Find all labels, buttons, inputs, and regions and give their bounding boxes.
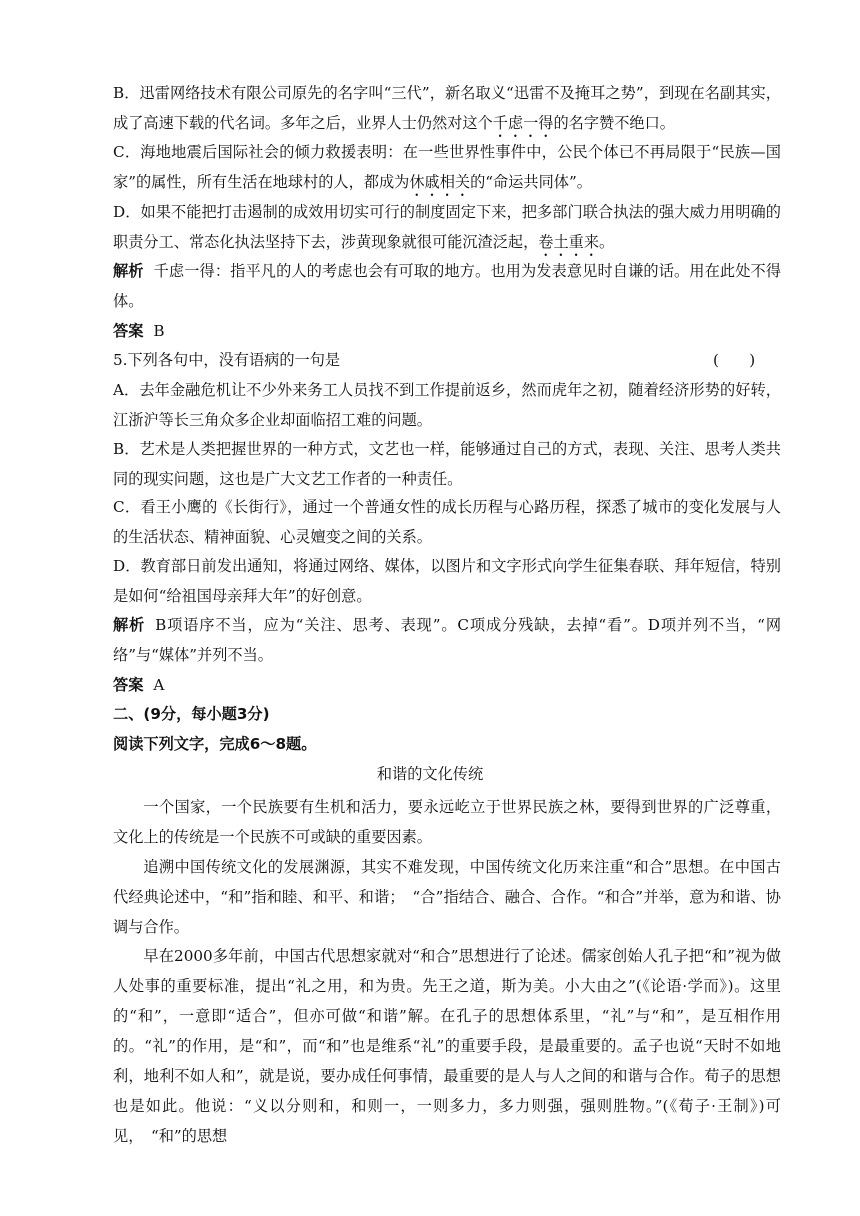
q5-option-a: A．去年金融危机让不少外来务工人员找不到工作提前返乡，然而虎年之初，随着经济形势的好转，江浙沪等长三角众多企业却面临招工难的问题。 [113,381,781,429]
section-heading: 二、(9分，每小题3分) [113,705,270,723]
emphasized-idiom: 卷土重来 [538,233,599,251]
q5-stem: 5.下列各句中，没有语病的一句是 ( ) [113,345,781,375]
q4-option-d: D．如果不能把打击遏制的成效用切实可行的制度固定下来，把多部门联合执法的强大威力用明确的职责分工、常态化执法坚持下去，涉黄现象就很可能沉渣泛起，卷土重来。 [113,203,781,251]
q5-answer: 答案 A [113,676,165,694]
emphasized-idiom: 休戚相关 [409,173,471,191]
article-paragraph: 追溯中国传统文化的发展渊源，其实不难发现，中国传统文化历来注重“和合”思想。在中国古代经典论述中，“和”指和睦、和平、和谐； “合”指结合、融合、合作。“和合”并举，意为和谐、协调与合作。 [113,858,781,936]
q4-option-c: C．海地地震后国际社会的倾力救援表明：在一些世界性事件中，公民个体已不再局限于“民族—国家”的属性，所有生活在地球村的人，都成为休戚相关的“命运共同体”。 [113,143,781,191]
analysis-label: 解析 [113,616,146,634]
article-paragraph: 早在2000多年前，中国古代思想家就对“和合”思想进行了论述。儒家创始人孔子把“和”视为做人处事的重要标准，提出“礼之用，和为贵。先王之道，斯为美。小大由之”(《论语·学而》)。这里的“和”，一意即“适合”，但亦可做“和谐”解。在孔子的思想体系里，“礼”与“和”，是互相作用的。“礼”的作用，是“和”，而“和”也是维系“礼”的重要手段，是最重要的。孟子也说“天时不如地利，地利不如人和”，就是说，要办成任何事情，最重要的是人与人之间的和谐与合作。荀子的思想也是如此。他说：“义以分则和，和则一，一则多力，多力则强，强则胜物。”(《荀子·王制》)可见， “和”的思想 [113,947,781,1145]
answer-label: 答案 [113,676,144,694]
article-title: 和谐的文化传统 [376,765,484,783]
q5-option-d: D．教育部日前发出通知，将通过网络、媒体，以图片和文字形式向学生征集春联、拜年短信，特别是如何“给祖国母亲拜大年”的好创意。 [113,557,781,605]
analysis-label: 解析 [113,262,144,280]
q5-option-c: C．看王小鹰的《长街行》，通过一个普通女性的成长历程与心路历程，探悉了城市的变化发展与人的生活状态、精神面貌、心灵嬗变之间的关系。 [113,498,781,546]
article-paragraph: 一个国家，一个民族要有生机和活力，要永远屹立于世界民族之林，要得到世界的广泛尊重，文化上的传统是一个民族不可或缺的重要因素。 [113,798,781,846]
answer-label: 答案 [113,322,144,340]
q4-option-b: B．迅雷网络技术有限公司原先的名字叫“三代”，新名取义“迅雷不及掩耳之势”，到现在名副其实，成了高速下载的代名词。多年之后，业界人士仍然对这个千虑一得的名字赞不绝口。 [113,84,781,132]
q4-analysis: 解析 千虑一得：指平凡的人的考虑也会有可取的地方。也用为发表意见时自谦的话。用在此处不得体。 [113,262,782,310]
answer-paren: ( ) [713,351,756,369]
q5-analysis: 解析 B项语序不当，应为“关注、思考、表现”。C项成分残缺，去掉“看”。D项并列不当，“网络”与“媒体”并列不当。 [113,616,782,664]
q4-answer: 答案 B [113,322,165,340]
q5-option-b: B．艺术是人类把握世界的一种方式，文艺也一样，能够通过自己的方式，表现、关注、思考人类共同的现实问题，这也是广大文艺工作者的一种责任。 [113,440,781,488]
section-instruction: 阅读下列文字，完成6～8题。 [113,735,317,753]
emphasized-idiom: 千虑一得 [492,114,554,132]
